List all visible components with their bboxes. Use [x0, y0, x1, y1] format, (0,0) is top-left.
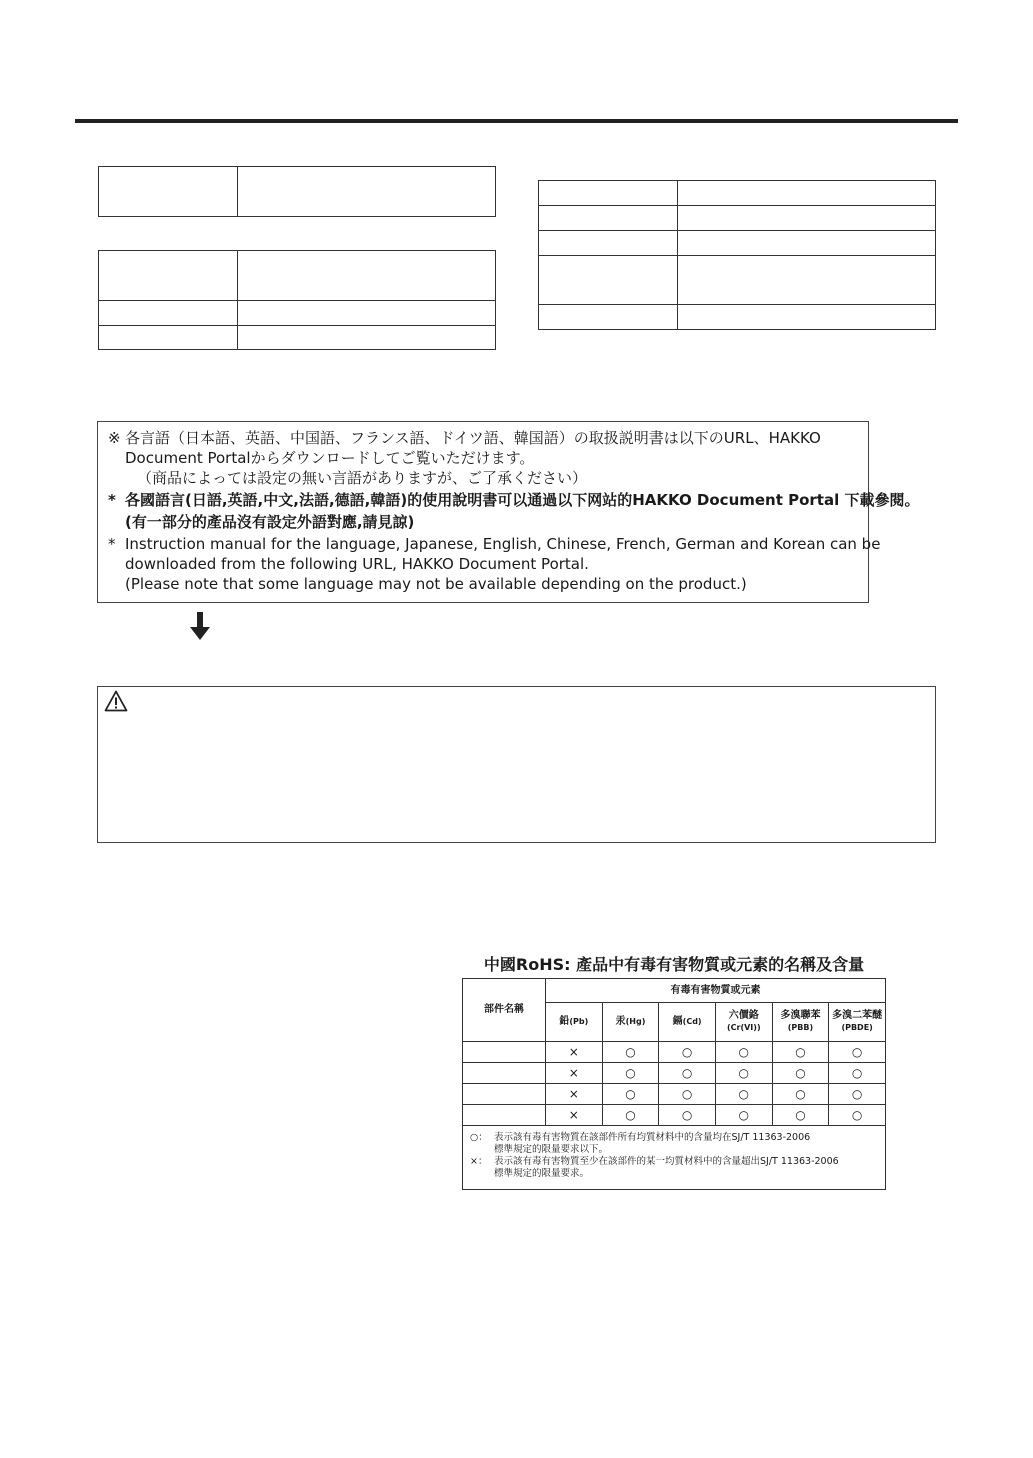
rohs-legend: [470, 1132, 839, 1180]
spec-table-2: [98, 250, 496, 350]
substance-header: 汞(Hg): [602, 1003, 659, 1042]
jp-line-1: ※ 各言語（日本語、英語、中国語、フランス語、ドイツ語、韓国語）の取扱説明書は以下のURL、HAKKO: [108, 429, 821, 447]
substance-header: 鎘(Cd): [659, 1003, 716, 1042]
arrow-down-icon: [189, 612, 211, 640]
spec-table-3: [538, 180, 936, 330]
rohs-title: 中國RoHS: 產品中有毒有害物質或元素的名稱及含量: [483, 955, 865, 974]
warning-icon: [104, 690, 128, 712]
legend-x-line-2: 標準規定的限量要求。: [494, 1168, 590, 1179]
rohs-part-header: 部件名稱: [463, 979, 546, 1042]
legend-o-line-2: 標準規定的限量要求以下。: [494, 1144, 609, 1155]
substance-header: 六價鉻 (Cr(VI)): [715, 1003, 772, 1042]
top-rule: [75, 119, 958, 123]
rohs-table: [462, 978, 886, 1126]
warning-box: [97, 686, 936, 843]
table-row: × ○ ○ ○ ○ ○: [463, 1105, 886, 1126]
en-line-1: * Instruction manual for the language, Japanese, English, Chinese, French, German and Korean can be: [108, 535, 881, 553]
zh-line-2: (有一部分的產品沒有設定外語對應,請見諒): [125, 513, 415, 531]
jp-line-3: （商品によっては設定の無い言語がありますが、ご了承ください）: [137, 469, 588, 487]
substance-header: 多溴二苯醚 (PBDE): [829, 1003, 886, 1042]
legend-x-line-1: ×： 表示該有毒有害物質至少在該部件的某一均質材料中的含量超出SJ/T 11363-2006: [470, 1156, 839, 1167]
zh-line-1: * 各國語言(日語,英語,中文,法語,德語,韓語)的使用說明書可以通過以下网站的HAKKO Document Portal 下載參閱。: [108, 491, 920, 509]
table-row: × ○ ○ ○ ○ ○: [463, 1063, 886, 1084]
en-line-3: (Please note that some language may not be available depending on the product.): [125, 575, 747, 593]
en-line-2: downloaded from the following URL, HAKKO Document Portal.: [125, 555, 589, 573]
table-row: × ○ ○ ○ ○ ○: [463, 1042, 886, 1063]
spec-table-1: [98, 166, 496, 217]
legend-o-line-1: ○： 表示該有毒有害物質在該部件所有均質材料中的含量均在SJ/T 11363-2006: [470, 1132, 811, 1143]
substance-header: 鉛(Pb): [546, 1003, 603, 1042]
rohs-group-header: 有毒有害物質或元素: [546, 979, 886, 1003]
jp-line-2: Document Portalからダウンロードしてご覧いただけます。: [125, 449, 535, 467]
table-row: × ○ ○ ○ ○ ○: [463, 1084, 886, 1105]
substance-header: 多溴聯苯 (PBB): [772, 1003, 829, 1042]
language-notice: [97, 421, 920, 603]
